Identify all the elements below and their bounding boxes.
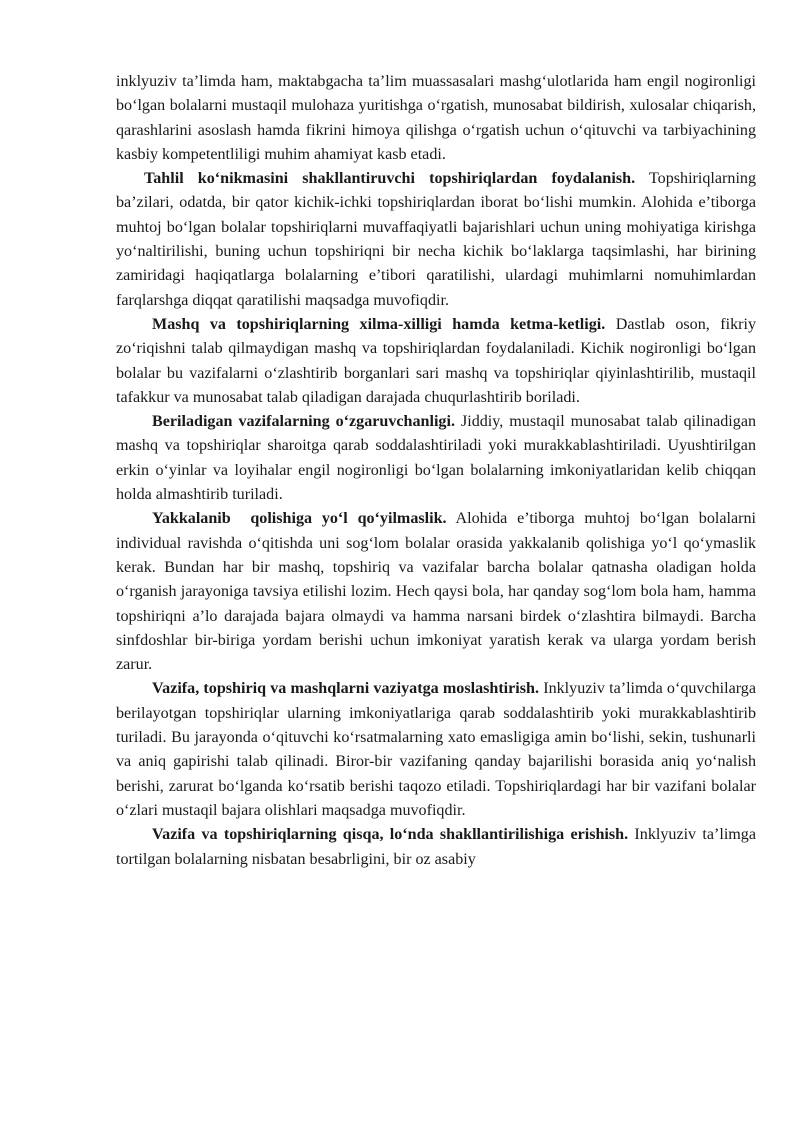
- paragraph-intro: [116, 70, 756, 167]
- paragraph-heading: Tahlil ko‘nikmasini shakllantiruvchi topshiriqlardan foydalanish.: [144, 170, 636, 188]
- paragraph-body: Alohida e’tiborga muhtoj bo‘lgan bolalarni individual ravishda o‘qitishda uni sog‘lom bolalar orasida yakkalanib qolishiga yo‘l qo‘ymaslik kerak. Bundan har bir mashq, topshiriq va vazifalar barcha bolalar qatnasha oladigan holda o‘rganish jarayoniga tavsiya etilishi lozim. Hech qaysi bola, har qanday sog‘lom bola ham, hamma topshiriqni a’lo darajada bajara olmaydi va hamma narsani birdek o‘zlashtira bilmaydi. Barcha sinfdoshlar bir-biriga yordam berishi uchun imkoniyat yaratish kerak va ularga yordam berish zarur.: [116, 510, 756, 674]
- paragraph-task-variability: [116, 410, 756, 507]
- paragraph-body: Dastlab oson, fikriy zo‘riqishni talab qilmaydigan mashq va topshiriqlardan foydalaniladi. Kichik nogironligi bo‘lgan bolalar bu vazifalarni o‘zlashtirib borganlari sari mashq va topshiriqlar qiyinlashtirilib, mustaqil tafakkur va munosabat talab qiladigan darajada chuqurlashtirib boriladi.: [116, 315, 756, 406]
- paragraph-no-isolation: [116, 507, 756, 677]
- paragraph-heading: Vazifa, topshiriq va mashqlarni vaziyatga moslashtirish.: [152, 680, 540, 698]
- paragraph-analysis-skills: [116, 167, 756, 313]
- document-page: [116, 70, 756, 872]
- paragraph-task-adaptation: [116, 677, 756, 823]
- paragraph-heading: Vazifa va topshiriqlarning qisqa, lo‘nda shakllantirilishiga erishish.: [152, 826, 629, 844]
- paragraph-concise-tasks: [116, 823, 756, 872]
- paragraph-heading: Beriladigan vazifalarning o‘zgaruvchanligi.: [152, 413, 455, 431]
- paragraph-heading: Mashq va topshiriqlarning xilma-xilligi hamda ketma-ketligi.: [152, 315, 606, 333]
- paragraph-exercise-variety: [116, 313, 756, 410]
- paragraph-body: Topshiriqlarning ba’zilari, odatda, bir qator kichik-ichki topshiriqlardan iborat bo‘lishi mumkin. Alohida e’tiborga muhtoj bo‘lgan bolalar topshiriqlarni muvaffaqiyatli bajarishlari uchun uning mohiyatiga kirishga yo‘naltirilishi, buning uchun topshiriqni bir necha kichik bo‘laklarga taqsimlashi, har birining zamiridagi haqiqatlarga bolalarning e’tibori qaratilishi, ulardagi muhimlarni nomuhimlardan farqlarshga diqqat qaratilishi maqsadga muvofiqdir.: [116, 170, 757, 309]
- paragraph-body: Inklyuziv ta’limda o‘quvchilarga berilayotgan topshiriqlar ularning imkoniyatlariga qarab soddalashtirib yoki murakkablashtirib turiladi. Bu jarayonda o‘qituvchi ko‘rsatmalarning xato emasligiga amin bo‘lishi, sekin, tushunarli va aniq gapirishi talab qilinadi. Biror-bir vazifaning qanday bajarilishi borasida aniq yo‘nalish berishi, zarurat bo‘lganda ko‘rsatib berishi taqozo etiladi. Topshiriqlardagi har bir vazifani bolalar o‘zlari mustaqil bajara olishlari maqsadga muvofiqdir.: [116, 680, 756, 819]
- paragraph-body: Inklyuziv ta’limga tortilgan bolalarning nisbatan besabrligini, bir oz asabiy: [116, 826, 756, 868]
- paragraph-body: Jiddiy, mustaqil munosabat talab qilinadigan mashq va topshiriqlar sharoitga qarab soddalashtiriladi yoki murakkablashtiriladi. Uyushtirilgan erkin o‘yinlar va loyihalar engil nogironligi bo‘lgan bolalarning imkoniyatlaridan kelib chiqqan holda almashtirib turiladi.: [116, 413, 757, 504]
- paragraph-heading: Yakkalanib qolishiga yo‘l qo‘yilmaslik.: [152, 510, 447, 528]
- paragraph-body: inklyuziv ta’limda ham, maktabgacha ta’lim muassasalari mashg‘ulotlarida ham engil nogironligi bo‘lgan bolalarni mustaqil mulohaza yuritishga o‘rgatish, munosabat bildirish, xulosalar chiqarish, qarashlarini asoslash hamda fikrini himoya qilishga o‘rgatish uchun o‘qituvchi va tarbiyachining kasbiy kompetentliligi muhim ahamiyat kasb etadi.: [116, 73, 756, 163]
